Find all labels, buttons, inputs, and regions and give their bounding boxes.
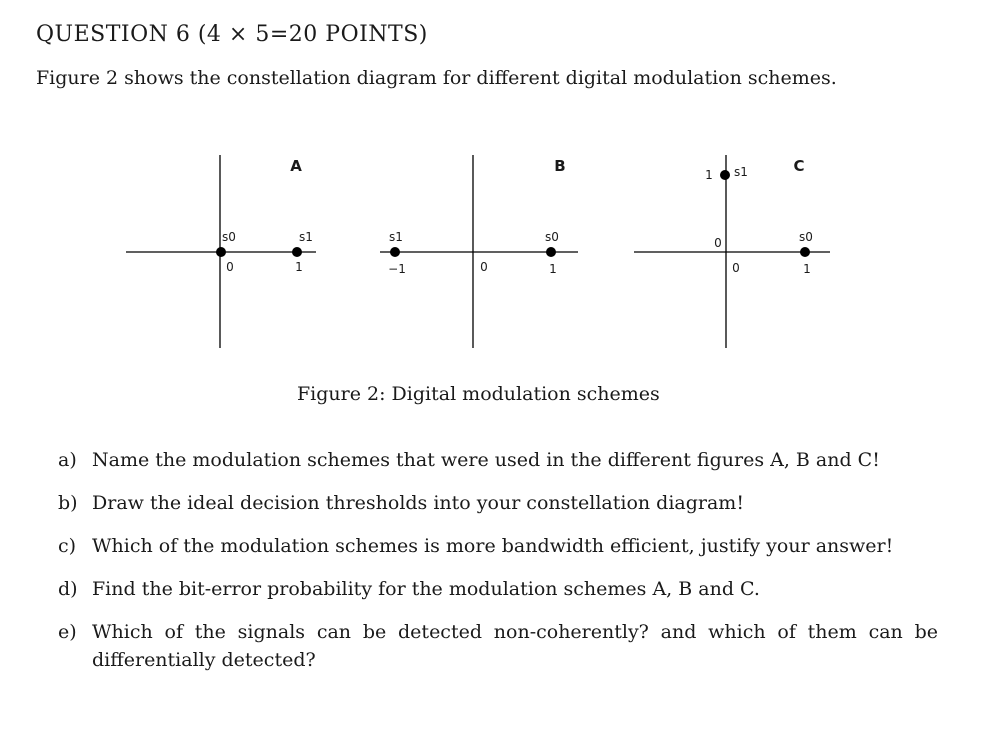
- question-item-a: [58, 446, 938, 474]
- diagram-a: [126, 155, 316, 348]
- diagram-c-origin-v: 0: [714, 236, 722, 250]
- diagram-b-origin: 0: [480, 260, 488, 274]
- diagram-a-s0-name: s0: [222, 230, 236, 244]
- diagram-b: [380, 155, 578, 348]
- diagram-b-s0-name: s0: [545, 230, 559, 244]
- diagram-c-point-s0: [800, 247, 810, 257]
- question-text: Which of the modulation schemes is more bandwidth efficient, justify your answer!: [92, 535, 894, 557]
- question-item-c: [58, 532, 938, 560]
- question-item-d: [58, 575, 938, 603]
- intro-text: Figure 2 shows the constellation diagram for different digital modulation schemes.: [36, 67, 837, 89]
- diagram-c-s0-name: s0: [799, 230, 813, 244]
- diagram-b-point-s0: [546, 247, 556, 257]
- question-list: [58, 446, 938, 689]
- diagram-a-point-s0: [216, 247, 226, 257]
- diagram-c-s1-value: 1: [705, 168, 713, 182]
- question-label: a): [58, 449, 77, 471]
- question-label: b): [58, 492, 78, 514]
- question-label: c): [58, 535, 77, 557]
- diagram-a-s1-value: 1: [295, 260, 303, 274]
- constellation-figure: [0, 140, 1001, 360]
- question-label: e): [58, 621, 77, 643]
- diagram-b-s1-name: s1: [389, 230, 403, 244]
- question-title: QUESTION 6 (4 × 5=20 POINTS): [36, 22, 428, 47]
- diagram-b-label: B: [554, 157, 566, 175]
- diagram-c-s1-name: s1: [734, 165, 748, 179]
- diagram-b-s1-value: −1: [388, 262, 406, 276]
- diagram-a-s1-name: s1: [299, 230, 313, 244]
- diagram-b-s0-value: 1: [549, 262, 557, 276]
- question-text: Name the modulation schemes that were used in the different figures A, B and C!: [92, 449, 880, 471]
- question-text: Find the bit-error probability for the modulation schemes A, B and C.: [92, 578, 760, 600]
- diagram-c-s0-value: 1: [803, 262, 811, 276]
- question-item-b: [58, 489, 938, 517]
- diagram-a-s0-value: 0: [226, 260, 234, 274]
- question-text: Which of the signals can be detected non-coherently? and which of them can be differentially detected?: [92, 621, 938, 671]
- diagram-c-origin-h: 0: [732, 261, 740, 275]
- diagram-a-label: A: [290, 157, 302, 175]
- diagram-a-point-s1: [292, 247, 302, 257]
- question-item-e: [58, 618, 938, 674]
- constellation-diagrams: [0, 140, 1001, 360]
- diagram-c: [634, 155, 830, 348]
- diagram-c-label: C: [793, 157, 805, 175]
- question-text: Draw the ideal decision thresholds into your constellation diagram!: [92, 492, 744, 514]
- question-label: d): [58, 578, 78, 600]
- diagram-b-point-s1: [390, 247, 400, 257]
- figure-caption: Figure 2: Digital modulation schemes: [297, 383, 660, 405]
- diagram-c-point-s1: [720, 170, 730, 180]
